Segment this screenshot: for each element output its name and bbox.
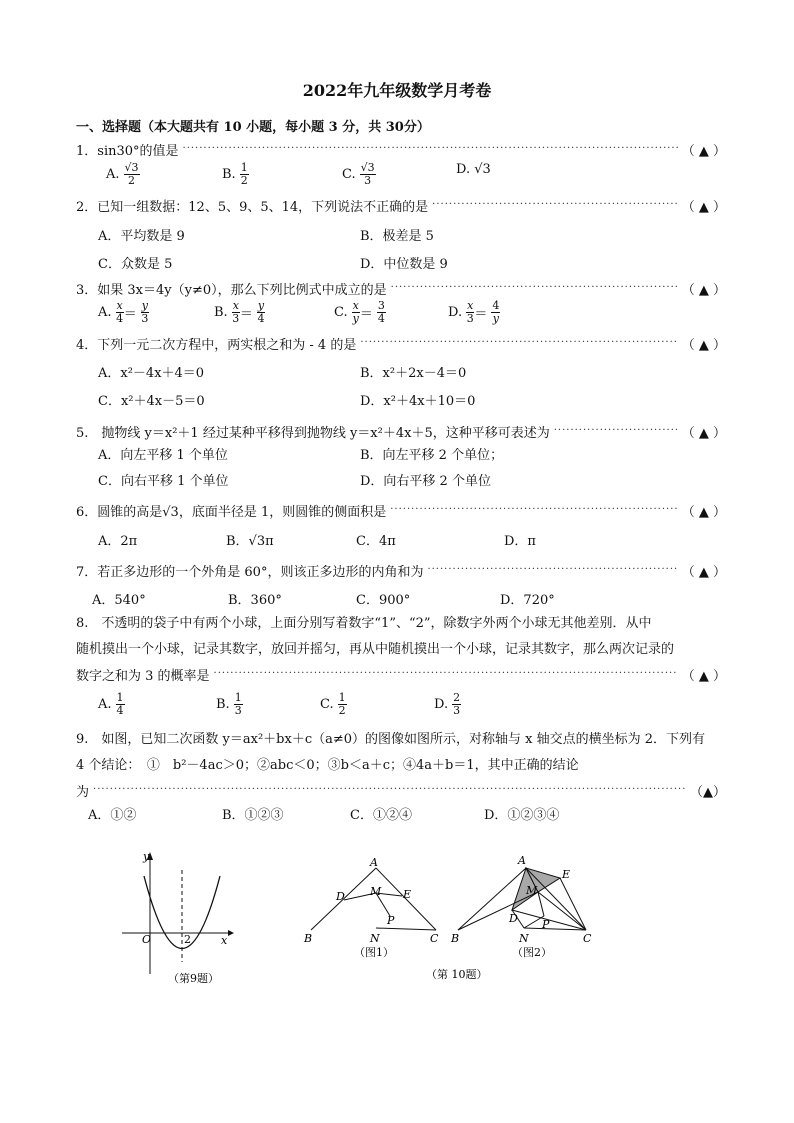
answer-mark: （ ▲ ） (681, 564, 726, 580)
question-4 (76, 333, 726, 353)
figure-10-2 (450, 854, 592, 959)
question-3 (76, 278, 726, 298)
option-a: A．2π (98, 534, 138, 549)
option-d: D．①②③④ (484, 808, 560, 823)
question-5-options-row2 (98, 470, 718, 492)
leader-dots (214, 667, 678, 681)
option-d: D．720° (500, 593, 555, 608)
answer-mark: （ ▲ ） (681, 425, 726, 441)
question-6-options (98, 530, 718, 552)
option-a: A．x²－4x＋4＝0 (98, 366, 205, 381)
option-d: D. $\frac{2}{3}$ (434, 691, 461, 717)
question-5-options-row1 (98, 444, 718, 466)
question-6-stem: 6．圆锥的高是√3，底面半径是 1，则圆锥的侧面积是 (76, 504, 387, 520)
option-c: C．①②④ (350, 808, 412, 823)
segment-nc-2 (524, 928, 586, 930)
segment-np-2 (524, 916, 544, 928)
option-c: C．向右平移 1 个单位 (98, 474, 229, 489)
option-a: A．平均数是 9 (98, 229, 185, 244)
segment-ec-2 (560, 878, 586, 930)
label-c-2: C (583, 932, 592, 945)
label-d-2: D (509, 912, 518, 925)
option-d: D．x²＋4x＋10＝0 (360, 394, 476, 409)
label-b-2: B (451, 932, 460, 945)
question-4-options-row1 (98, 362, 718, 384)
label-a-2: A (518, 854, 526, 867)
leader-dots (360, 336, 677, 350)
option-b: B. $\frac{1}{3}$ (216, 691, 242, 717)
question-6 (76, 500, 726, 520)
option-c: C. $\frac{x}{y}$ ＝ $\frac{3}{4}$ (334, 299, 385, 325)
question-5-stem: 5. 抛物线 y＝x²＋1 经过某种平移得到抛物线 y＝x²＋4x＋5，这种平移可表述为 (76, 425, 550, 441)
question-2-options-row2 (98, 253, 718, 275)
leader-dots (391, 281, 678, 295)
label-n-2: N (519, 932, 529, 945)
option-c: C．x²＋4x－5＝0 (98, 394, 205, 409)
label-p-2: P (542, 918, 550, 931)
option-b: B．极差是 5 (360, 229, 434, 244)
answer-mark: （ ▲ ） (681, 504, 726, 520)
question-3-options (98, 299, 718, 325)
figure-10-caption: （第 10题） (426, 968, 488, 981)
question-5 (76, 421, 726, 441)
option-c: C．4π (356, 534, 396, 549)
option-b: B. $\frac{1}{2}$ (222, 161, 248, 187)
section-heading: 一、选择题（本大题共有 10 小题，每小题 3 分，共 30分） (76, 120, 430, 135)
option-b: B. $\frac{x}{3}$ ＝ $\frac{y}{4}$ (214, 299, 265, 325)
question-7 (76, 560, 726, 580)
option-b: B．x²＋2x－4＝0 (360, 366, 467, 381)
leader-dots (93, 783, 686, 797)
option-c: C. $\frac{√3}{3}$ (342, 161, 375, 187)
answer-mark: （ ▲ ） (681, 282, 726, 298)
label-m: M (370, 885, 382, 898)
option-d: D. √3 (456, 162, 491, 177)
option-a: A．向左平移 1 个单位 (98, 448, 228, 463)
option-b: B．360° (228, 593, 282, 608)
option-b: B．向左平移 2 个单位； (360, 448, 504, 463)
question-8-line2: 随机摸出一个小球，记录其数字，放回并摇匀，再从中随机摸出一个小球，记录其数字，那么两次记录的 (76, 642, 675, 657)
figure-10 (298, 848, 608, 986)
answer-mark: （ ▲ ） (681, 337, 726, 353)
tick-2-label: 2 (184, 933, 191, 946)
label-c: C (430, 932, 439, 945)
option-a: A．540° (92, 593, 146, 608)
question-4-stem: 4．下列一元二次方程中，两实根之和为 - 4 的是 (76, 337, 357, 353)
label-e: E (403, 888, 412, 901)
question-9-stem-end: 为 (76, 784, 90, 800)
label-d: D (336, 890, 345, 903)
question-9-line2: 4 个结论： ① b²－4ac＞0；②abc＜0；③b＜a＋c；④4a＋b＝1，其中正确的结论 (76, 758, 579, 773)
question-9-options (88, 804, 718, 826)
label-a: A (370, 856, 378, 869)
x-label: x (221, 934, 228, 947)
answer-mark: （ ▲ ） (681, 143, 726, 159)
question-2-options-row1 (98, 225, 718, 247)
figure-10-1 (303, 856, 439, 959)
label-n: N (370, 932, 380, 945)
label-p: P (387, 914, 395, 927)
question-2 (76, 195, 726, 215)
label-b: B (304, 932, 313, 945)
option-a: A. $\frac{x}{4}$ ＝ $\frac{y}{3}$ (98, 299, 149, 325)
option-d: D．向右平移 2 个单位 (360, 474, 491, 489)
leader-dots (554, 424, 678, 438)
question-9-line1: 9. 如图，已知二次函数 y＝ax²＋bx＋c（a≠0）的图像如图所示，对称轴与 x 轴交点的横坐标为 2．下列有 (76, 732, 706, 747)
question-3-stem: 3．如果 3x＝4y（y≠0），那么下列比例式中成立的是 (76, 282, 387, 298)
leader-dots (390, 503, 678, 517)
option-b: B．√3π (226, 534, 274, 549)
origin-label: O (142, 933, 152, 946)
leader-dots (183, 142, 678, 156)
option-a: A. $\frac{1}{4}$ (98, 691, 124, 717)
label-m-2: M (526, 884, 538, 897)
segment-bm-2 (458, 892, 538, 930)
question-1-stem: 1．sin30°的值是 (76, 143, 179, 159)
option-c: C．众数是 5 (98, 257, 173, 272)
question-8-options (98, 691, 718, 717)
option-d: D．中位数是 9 (360, 257, 448, 272)
segment-nc (376, 928, 436, 930)
y-label: y (143, 850, 150, 863)
option-d: D. $\frac{x}{3}$ ＝ $\frac{4}{y}$ (448, 299, 500, 325)
question-7-options (92, 589, 718, 611)
question-8-stem-end: 数字之和为 3 的概率是 (76, 668, 210, 684)
question-9 (76, 780, 726, 800)
option-c: C．900° (356, 593, 411, 608)
label-e-2: E (562, 868, 571, 881)
option-a: A. $\frac{√3}{2}$ (106, 161, 139, 187)
answer-mark: （ ▲ ） (681, 668, 726, 684)
figure-9-caption: （第9题） (168, 972, 219, 985)
x-axis-arrow (228, 930, 234, 936)
question-7-stem: 7．若正多边形的一个外角是 60°，则该正多边形的内角和为 (76, 564, 424, 580)
leader-dots (427, 563, 677, 577)
question-1 (76, 139, 726, 159)
leader-dots (432, 198, 678, 212)
question-8 (76, 664, 726, 684)
answer-mark: （ ▲ ） (681, 199, 726, 215)
question-8-line1: 8. 不透明的袋子中有两个小球，上面分别写着数字“1”、“2”，除数字外两个小球无其他差别．从中 (76, 616, 652, 631)
option-c: C. $\frac{1}{2}$ (320, 691, 346, 717)
page-title: 2022年九年级数学月考卷 (302, 81, 492, 100)
question-4-options-row2 (98, 390, 718, 412)
question-2-stem: 2．已知一组数据：12、5、9、5、14，下列说法不正确的是 (76, 199, 429, 215)
option-a: A．①② (88, 808, 137, 823)
figure-10-1-caption: （图1） (354, 946, 394, 959)
figure-9-parabola (118, 846, 238, 988)
figure-10-2-caption: （图2） (512, 946, 552, 959)
question-1-options (98, 161, 718, 187)
option-d: D．π (504, 534, 536, 549)
option-b: B．①②③ (222, 808, 284, 823)
answer-mark: （▲） (690, 784, 726, 800)
